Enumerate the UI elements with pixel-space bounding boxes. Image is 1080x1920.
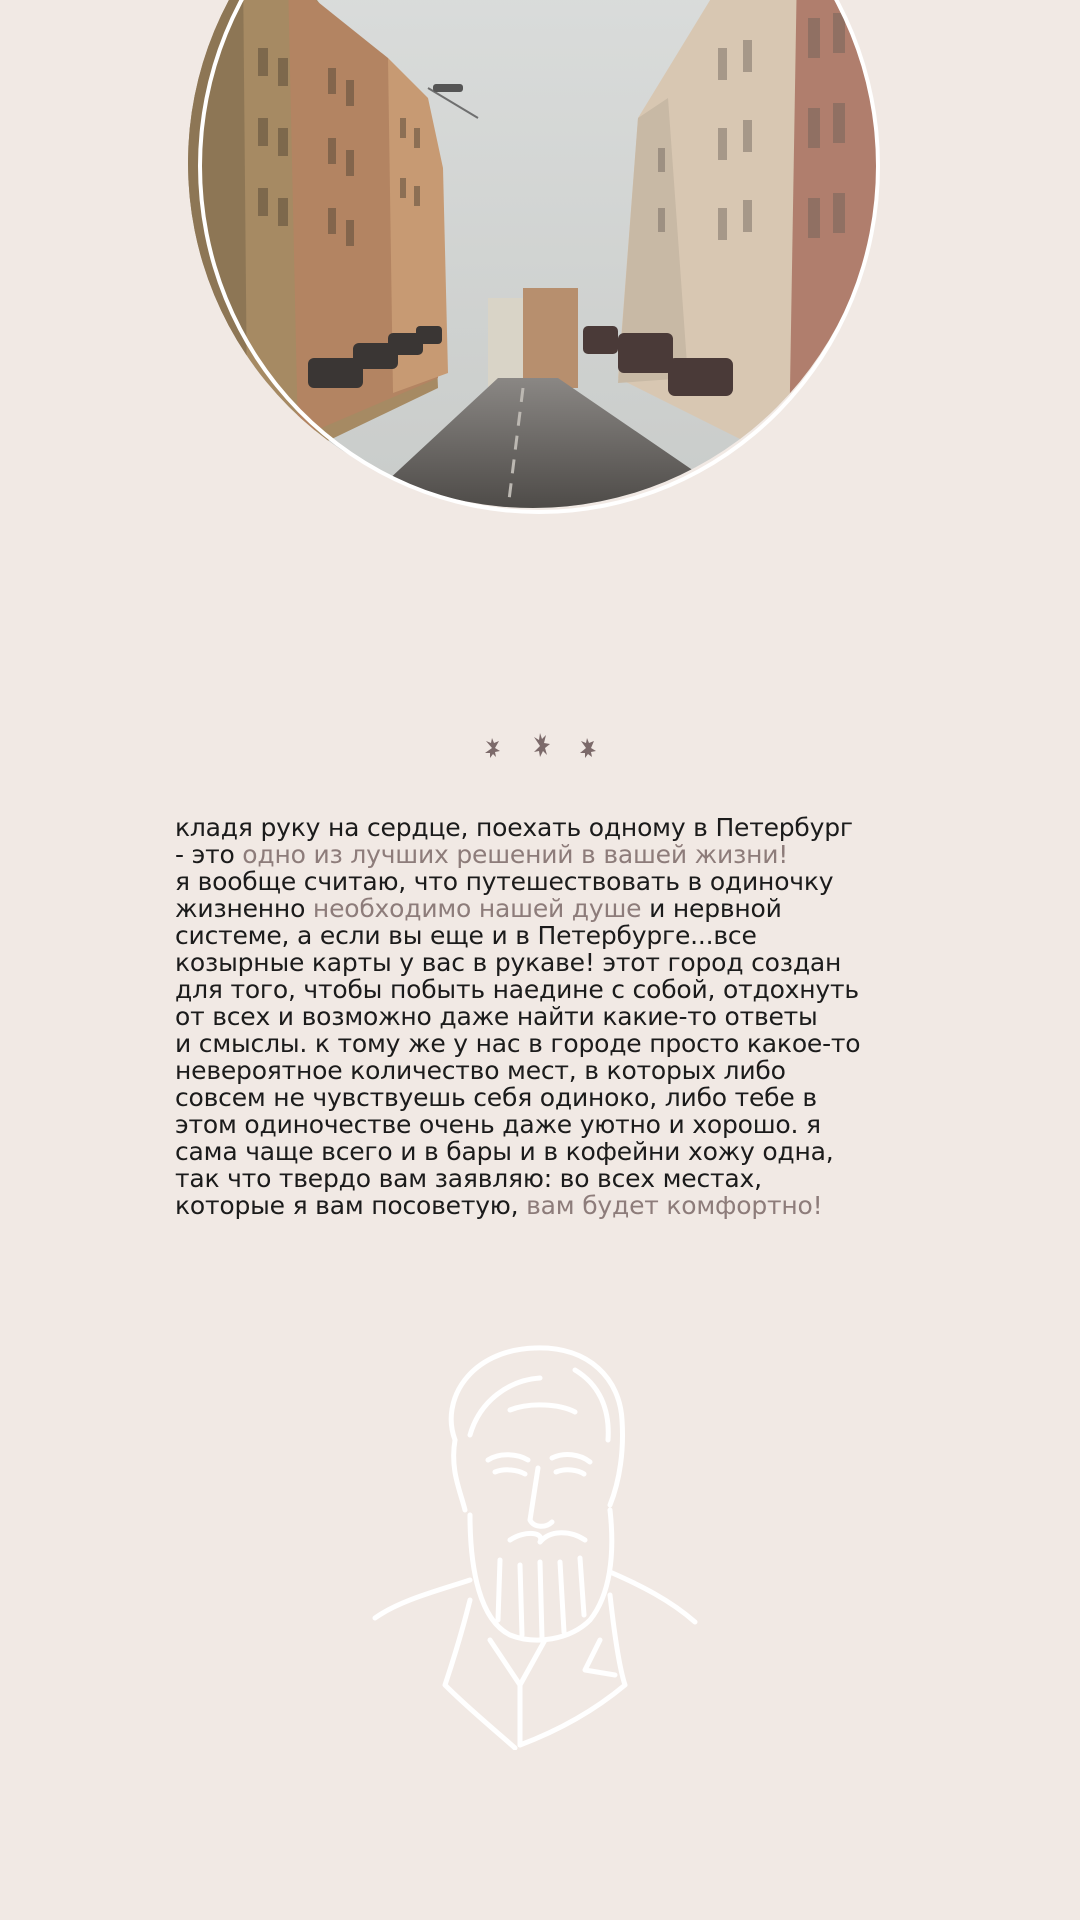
paragraph-line: совсем не чувствуешь себя одиноко, либо тебе в [175,1083,817,1112]
paragraph-line: от всех и возможно даже найти какие-то ответы [175,1002,818,1031]
paragraph-line: невероятное количество мест, в которых либо [175,1056,786,1085]
paragraph-line [175,1192,915,1219]
intro-paragraph [175,814,915,1219]
paragraph-text: - это [175,840,243,869]
paragraph-line: так что твердо вам заявляю: во всех местах, [175,1164,762,1193]
paragraph-line: сама чаще всего и в бары и в кофейни хожу одна, [175,1137,834,1166]
accent-phrase: необходимо нашей душе [312,894,642,923]
accent-phrase: вам будет комфортно! [526,1191,823,1220]
paragraph-line: системе, а если вы еще и в Петербурге...все [175,921,757,950]
paragraph-text: и нервной [641,894,782,923]
paragraph-line: этом одиночестве очень даже уютно и хорошо. я [175,1110,821,1139]
three-leaves-ornament-icon [480,730,600,766]
paragraph-line: я вообще считаю, что путешествовать в одиночку [175,867,834,896]
street-photo-frame [188,0,888,518]
paragraph-line: козырные карты у вас в рукаве! этот город создан [175,948,842,977]
paragraph-text: которые я вам посоветую, [175,1191,527,1220]
paragraph-line: кладя руку на сердце, поехать одному в Петербург [175,813,853,842]
accent-phrase: одно из лучших решений в вашей жизни! [242,840,789,869]
paragraph-line [175,895,915,922]
photo-ring-decoration [198,0,880,514]
dostoevsky-portrait-sketch-icon [370,1340,700,1750]
paragraph-line [175,841,915,868]
paragraph-line: для того, чтобы побыть наедине с собой, отдохнуть [175,975,859,1004]
paragraph-line: и смыслы. к тому же у нас в городе просто какое-то [175,1029,861,1058]
paragraph-text: жизненно [175,894,313,923]
